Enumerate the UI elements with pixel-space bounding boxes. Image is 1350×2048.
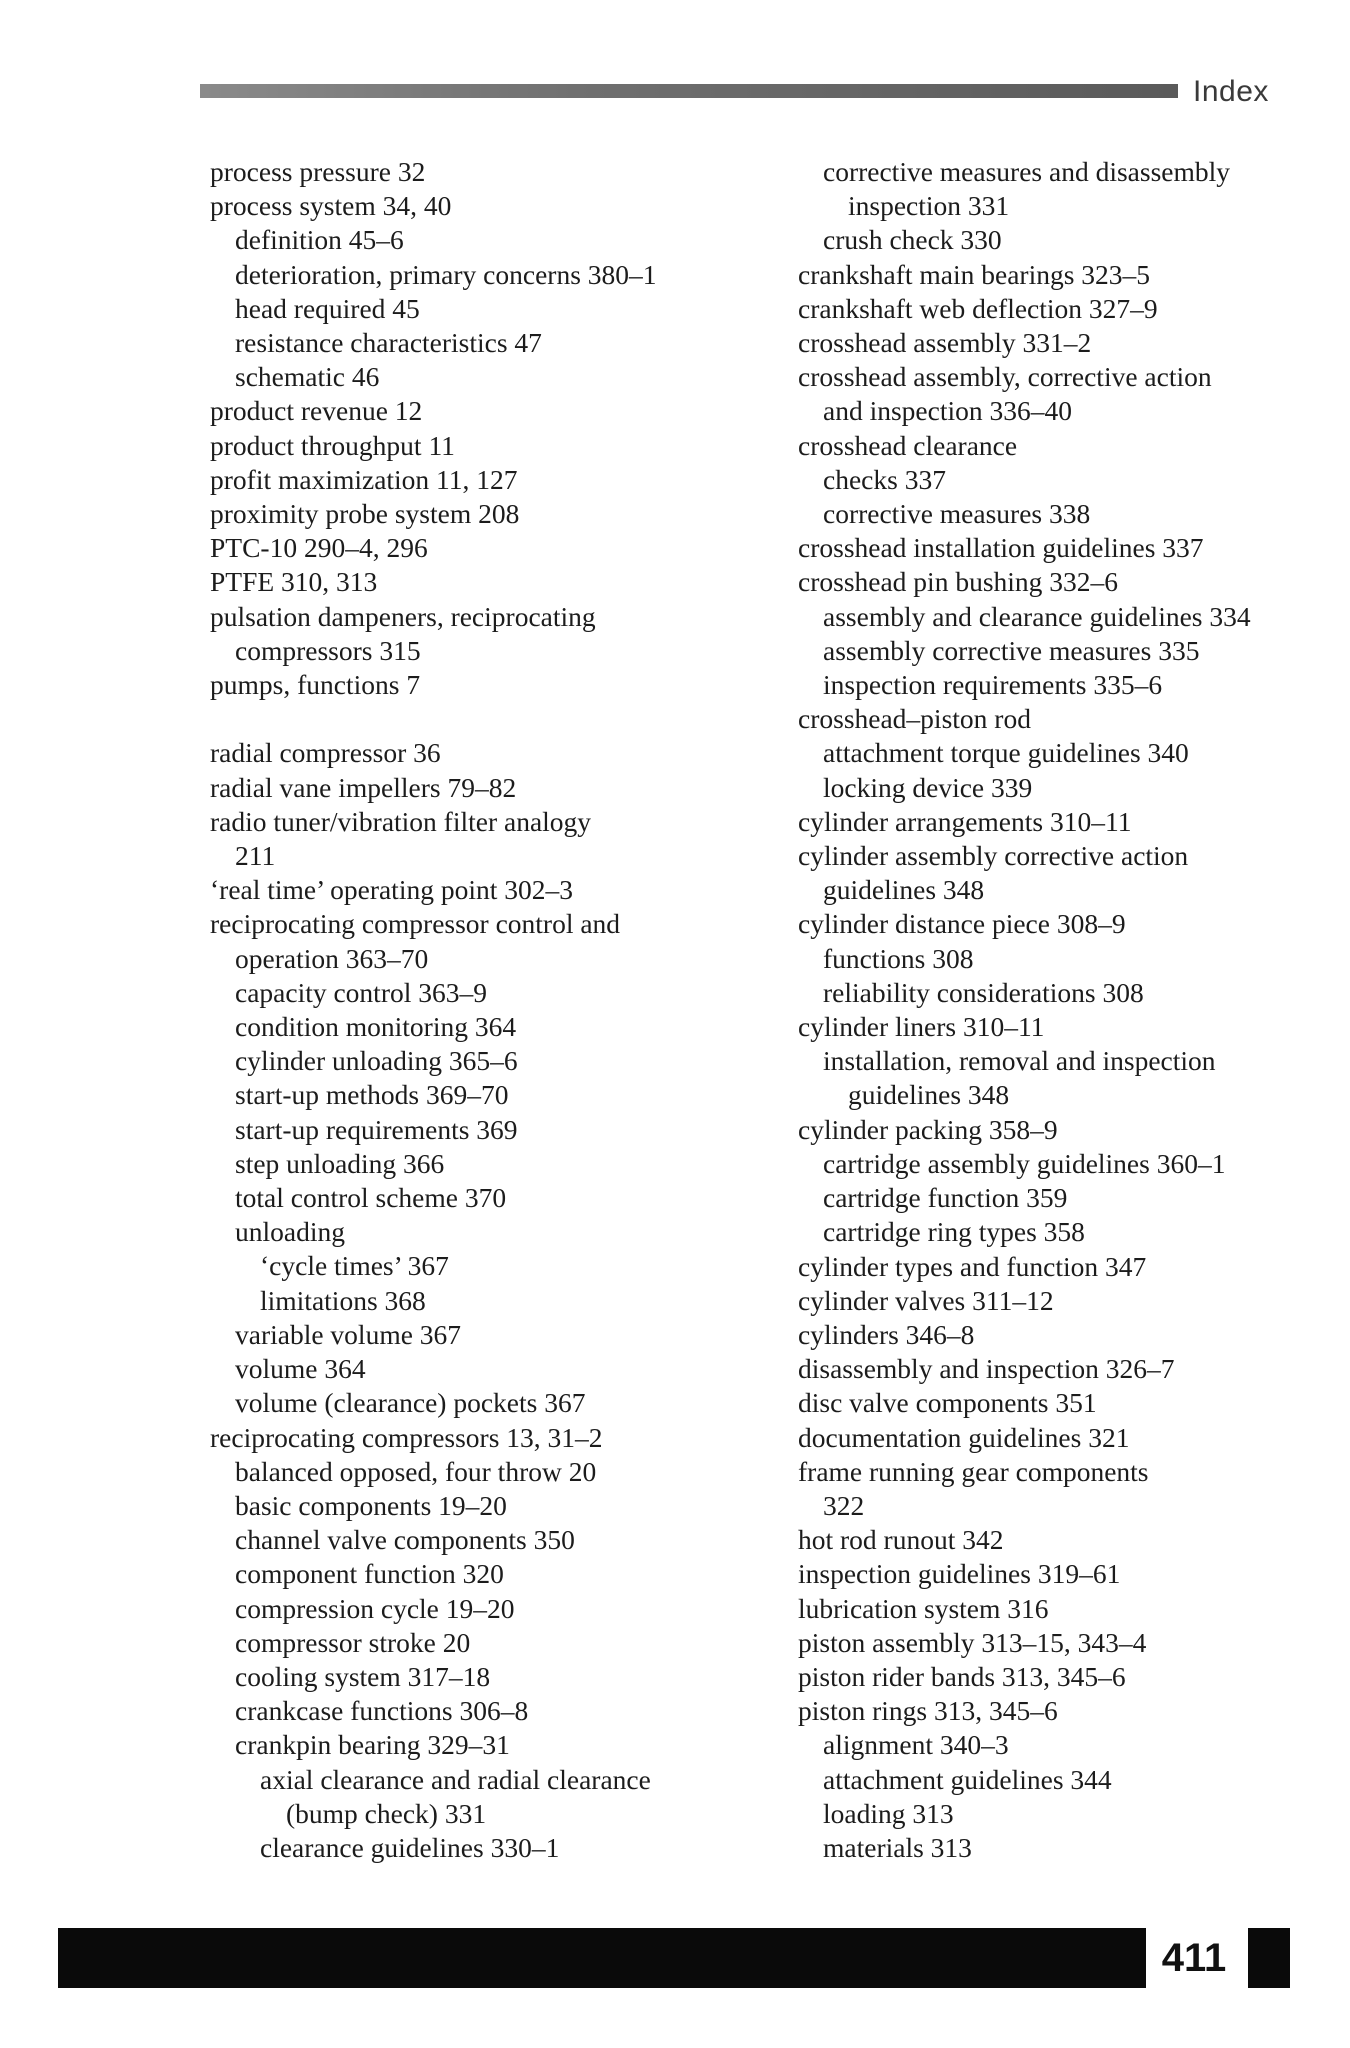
index-entry: documentation guidelines 321: [798, 1421, 1130, 1453]
index-entry: cylinder valves 311–12: [798, 1284, 1054, 1316]
index-entry: proximity probe system 208: [210, 498, 520, 530]
index-entry: product throughput 11: [210, 429, 455, 461]
index-entry: disc valve components 351: [798, 1387, 1097, 1419]
index-entry: product revenue 12: [210, 395, 423, 427]
index-entry: cylinder liners 310–11: [798, 1011, 1045, 1043]
footer-block: [1248, 1928, 1290, 1988]
index-entry: radial compressor 36: [210, 737, 441, 769]
index-entry: deterioration, primary concerns 380–1: [235, 258, 657, 290]
index-entry: process system 34, 40: [210, 190, 452, 222]
index-entry: cylinder distance piece 308–9: [798, 908, 1126, 940]
index-entry: loading 313: [823, 1797, 954, 1829]
index-entry: channel valve components 350: [235, 1524, 575, 1556]
index-entry: profit maximization 11, 127: [210, 463, 518, 495]
index-entry: crankshaft main bearings 323–5: [798, 258, 1151, 290]
index-entry: inspection 331: [848, 190, 1010, 222]
index-entry: checks 337: [823, 463, 946, 495]
index-entry: lubrication system 316: [798, 1592, 1049, 1624]
index-entry: frame running gear components: [798, 1455, 1149, 1487]
index-entry: capacity control 363–9: [235, 976, 487, 1008]
index-entry: assembly corrective measures 335: [823, 634, 1200, 666]
index-entry: definition 45–6: [235, 224, 404, 256]
index-column-left: [210, 155, 810, 1865]
index-entry: cartridge function 359: [823, 1182, 1068, 1214]
index-entry: operation 363–70: [235, 942, 429, 974]
index-entry: reliability considerations 308: [823, 976, 1144, 1008]
index-entry: axial clearance and radial clearance: [260, 1763, 651, 1795]
index-entry: crankpin bearing 329–31: [235, 1729, 510, 1761]
index-entry: radial vane impellers 79–82: [210, 771, 517, 803]
index-entry: schematic 46: [235, 361, 380, 393]
index-entry: head required 45: [235, 292, 420, 324]
index-entry: guidelines 348: [848, 1079, 1010, 1111]
index-entry: variable volume 367: [235, 1318, 462, 1350]
index-entry: inspection guidelines 319–61: [798, 1558, 1121, 1590]
index-entry: start-up requirements 369: [235, 1113, 518, 1145]
index-entry: cylinder types and function 347: [798, 1250, 1147, 1282]
index-entry: condition monitoring 364: [235, 1011, 517, 1043]
index-entry: crosshead pin bushing 332–6: [798, 566, 1119, 598]
index-entry: crosshead installation guidelines 337: [798, 532, 1204, 564]
index-entry: ‘real time’ operating point 302–3: [210, 874, 573, 906]
index-entry: clearance guidelines 330–1: [260, 1831, 560, 1863]
index-entry: hot rod runout 342: [798, 1524, 1004, 1556]
index-entry: pumps, functions 7: [210, 669, 421, 701]
index-entry: inspection requirements 335–6: [823, 669, 1163, 701]
index-entry: volume (clearance) pockets 367: [235, 1387, 586, 1419]
index-entry: cartridge ring types 358: [823, 1216, 1085, 1248]
index-entry: alignment 340–3: [823, 1729, 1009, 1761]
index-entry: PTFE 310, 313: [210, 566, 378, 598]
index-entry: materials 313: [823, 1831, 972, 1863]
index-entry: step unloading 366: [235, 1147, 445, 1179]
index-entry: guidelines 348: [823, 874, 985, 906]
page-number: 411: [1161, 1936, 1227, 1980]
index-entry: assembly and clearance guidelines 334: [823, 600, 1251, 632]
index-entry: process pressure 32: [210, 156, 426, 187]
index-entry: component function 320: [235, 1558, 504, 1590]
index-entry: cylinder arrangements 310–11: [798, 805, 1132, 837]
index-column-right: [798, 155, 1318, 1865]
index-entry: limitations 368: [260, 1284, 426, 1316]
index-entry: unloading: [235, 1216, 345, 1248]
index-entry: ‘cycle times’ 367: [260, 1250, 449, 1282]
index-entry: crosshead assembly 331–2: [798, 327, 1092, 359]
index-entry: volume 364: [235, 1353, 366, 1385]
index-entry: piston rider bands 313, 345–6: [798, 1660, 1126, 1692]
index-entry: installation, removal and inspection: [823, 1045, 1216, 1077]
index-entry: crankcase functions 306–8: [235, 1695, 529, 1727]
index-entry: crosshead assembly, corrective action: [798, 361, 1212, 393]
index-entry: cartridge assembly guidelines 360–1: [823, 1147, 1226, 1179]
section-title: Index: [1193, 75, 1269, 108]
index-entry: balanced opposed, four throw 20: [235, 1455, 597, 1487]
index-entry: crankshaft web deflection 327–9: [798, 292, 1158, 324]
index-entry: pulsation dampeners, reciprocating: [210, 600, 596, 632]
index-entry: (bump check) 331: [286, 1797, 487, 1829]
index-entry: attachment torque guidelines 340: [823, 737, 1189, 769]
footer-bar: [58, 1928, 1146, 1988]
index-entry: cylinder packing 358–9: [798, 1113, 1058, 1145]
index-entry: resistance characteristics 47: [235, 327, 542, 359]
index-entry: compression cycle 19–20: [235, 1592, 515, 1624]
index-entry: disassembly and inspection 326–7: [798, 1353, 1175, 1385]
index-entry: functions 308: [823, 942, 974, 974]
index-entry: compressors 315: [235, 634, 421, 666]
index-entry: total control scheme 370: [235, 1182, 507, 1214]
entry-gap: [210, 702, 810, 736]
index-entry: piston rings 313, 345–6: [798, 1695, 1058, 1727]
header-rule: [200, 84, 1178, 98]
index-entry: 322: [823, 1489, 865, 1521]
index-entry: crush check 330: [823, 224, 1002, 256]
index-entry: PTC-10 290–4, 296: [210, 532, 428, 564]
index-entry: cylinder assembly corrective action: [798, 840, 1189, 872]
index-entry: start-up methods 369–70: [235, 1079, 509, 1111]
index-entry: piston assembly 313–15, 343–4: [798, 1626, 1147, 1658]
index-entry: and inspection 336–40: [823, 395, 1072, 427]
index-entry: attachment guidelines 344: [823, 1763, 1112, 1795]
index-entry: reciprocating compressors 13, 31–2: [210, 1421, 603, 1453]
index-entry: cooling system 317–18: [235, 1660, 491, 1692]
index-entry: cylinder unloading 365–6: [235, 1045, 518, 1077]
index-entry: basic components 19–20: [235, 1489, 507, 1521]
index-entry: cylinders 346–8: [798, 1318, 975, 1350]
index-entry: compressor stroke 20: [235, 1626, 471, 1658]
index-entry: corrective measures 338: [823, 498, 1091, 530]
index-entry: locking device 339: [823, 771, 1033, 803]
index-entry: radio tuner/vibration filter analogy: [210, 805, 592, 837]
index-entry: crosshead–piston rod: [798, 703, 1031, 735]
index-entry: reciprocating compressor control and: [210, 908, 621, 940]
index-entry: corrective measures and disassembly: [823, 156, 1231, 187]
index-entry: 211: [235, 840, 276, 872]
index-entry: crosshead clearance: [798, 429, 1018, 461]
